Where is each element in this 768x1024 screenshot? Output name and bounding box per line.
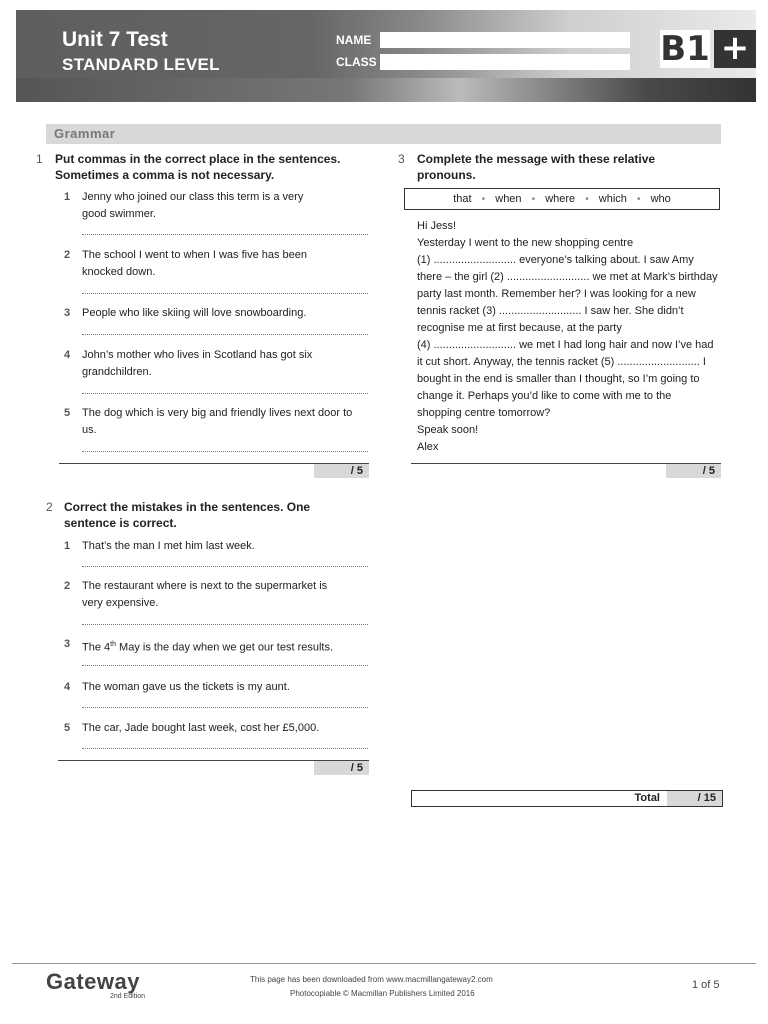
message-line: Speak soon! <box>417 424 479 436</box>
item-text: The dog which is very big and friendly lives next door to <box>82 407 353 419</box>
copyright-note: Photocopiable © Macmillan Publishers Limited 2016 <box>290 989 475 998</box>
download-note: This page has been downloaded from www.macmillangateway2.com <box>250 975 493 984</box>
section-bar <box>46 124 721 144</box>
name-field[interactable] <box>380 32 630 48</box>
exercise-2-heading <box>64 499 310 531</box>
ex2-item <box>64 679 374 696</box>
word-separator: • <box>636 194 641 205</box>
item-number: 3 <box>64 307 71 319</box>
item-number: 1 <box>64 191 71 203</box>
section-title: Grammar <box>54 126 116 141</box>
level-logo <box>660 30 756 68</box>
word: when <box>495 193 522 205</box>
answer-line[interactable] <box>82 624 368 625</box>
exercise-3-number: 3 <box>398 152 405 166</box>
exercise-1-number: 1 <box>36 152 43 166</box>
footer-divider <box>12 963 756 964</box>
message-line: bought in the end is smaller than I thought, so I’m going to <box>417 373 700 385</box>
exercise-3-line2: pronouns. <box>417 168 476 182</box>
item-number: 1 <box>64 540 71 552</box>
word-separator: • <box>585 194 589 205</box>
message-line: shopping centre tomorrow? <box>417 407 551 419</box>
page-number: 1 of 5 <box>692 979 720 991</box>
edition-label: 2nd Edition <box>110 993 146 1000</box>
answer-line[interactable] <box>82 393 368 394</box>
answer-line[interactable] <box>82 707 368 708</box>
item-number: 5 <box>64 407 71 419</box>
ex1-item <box>64 347 374 381</box>
ex1-item <box>64 247 374 281</box>
message-line: recognise me at first because, at the party <box>417 322 622 334</box>
answer-line[interactable] <box>82 566 368 567</box>
item-text: People who like skiing will love snowboarding. <box>82 307 307 319</box>
message-line[interactable]: there – the girl (2) ........................... we met at Mark’s birthday <box>417 271 718 283</box>
item-number: 3 <box>64 638 71 650</box>
item-number: 2 <box>64 580 71 592</box>
item-text-cont: very expensive. <box>82 597 159 609</box>
logo-letter: B1 <box>660 29 710 69</box>
message-line[interactable]: (4) ........................... we met I had long hair and now I’ve had <box>417 339 714 351</box>
answer-line[interactable] <box>82 665 368 666</box>
exercise-3-heading <box>417 151 655 183</box>
message-line: party last month. Remember her? I was looking for a new <box>417 288 696 300</box>
item-text: The school I went to when I was five has been <box>82 249 308 261</box>
test-title: Unit 7 Test <box>62 28 168 51</box>
message-line: Alex <box>417 441 439 453</box>
message-line: Yesterday I went to the new shopping centre <box>417 237 634 249</box>
word: that <box>453 193 472 205</box>
gateway-logo: Gateway <box>46 969 140 994</box>
exercise-2-line1: Correct the mistakes in the sentences. One <box>64 500 311 514</box>
ex1-item <box>64 189 374 223</box>
ex1-item <box>64 405 374 439</box>
answer-line[interactable] <box>82 748 368 749</box>
total-label: Total <box>634 792 660 804</box>
total-box <box>411 790 723 807</box>
ex2-item <box>64 578 374 612</box>
item-text-cont: knocked down. <box>82 266 156 278</box>
exercise-1-score: / 5 <box>314 464 369 478</box>
ex2-item <box>64 720 374 737</box>
total-score: / 15 <box>667 791 722 806</box>
exercise-3-score: / 5 <box>666 464 721 478</box>
exercise-2-line2: sentence is correct. <box>64 516 177 530</box>
item-number: 4 <box>64 681 71 693</box>
item-text: Jenny who joined our class this term is a very <box>82 191 304 203</box>
item-text: The restaurant where is next to the supermarket is <box>82 580 328 592</box>
item-text: The 4th May is the day when we get our test results. <box>82 641 334 654</box>
item-text-cont: grandchildren. <box>82 366 152 378</box>
item-text-cont: good swimmer. <box>82 208 156 220</box>
ex1-item <box>64 305 374 322</box>
word-separator: • <box>531 194 536 205</box>
item-number: 2 <box>64 249 71 261</box>
item-text: John’s mother who lives in Scotland has got six <box>82 349 313 361</box>
word: who <box>650 193 671 205</box>
exercise-1-line2: Sometimes a comma is not necessary. <box>55 168 275 182</box>
exercise-2-number: 2 <box>46 500 53 514</box>
message-line: change it. Perhaps you’d like to come with me to the <box>417 390 672 402</box>
exercise-1-heading <box>55 151 340 183</box>
item-number: 5 <box>64 722 71 734</box>
class-label: CLASS <box>336 55 377 69</box>
word: where <box>545 193 576 205</box>
item-text: That’s the man I met him last week. <box>82 540 255 552</box>
ex2-item <box>64 636 374 657</box>
message-line: Hi Jess! <box>417 220 457 232</box>
message-line[interactable]: it cut short. Anyway, the tennis racket (5) ........................... I <box>417 356 706 368</box>
answer-line[interactable] <box>82 293 368 294</box>
name-label: NAME <box>336 33 372 47</box>
word: which <box>598 193 627 205</box>
exercise-1-line1: Put commas in the correct place in the sentences. <box>55 152 341 166</box>
item-number: 4 <box>64 349 71 361</box>
message-line[interactable]: (1) ........................... everyone’s talking about. I saw Amy <box>417 254 694 266</box>
test-level: STANDARD LEVEL <box>62 55 220 74</box>
word-box <box>404 188 720 210</box>
answer-line[interactable] <box>82 451 368 452</box>
item-text: The woman gave us the tickets is my aunt. <box>82 681 290 693</box>
logo-plus: + <box>714 30 756 68</box>
answer-line[interactable] <box>82 234 368 235</box>
class-field[interactable] <box>380 54 630 70</box>
exercise-3-line1: Complete the message with these relative <box>417 152 656 166</box>
answer-line[interactable] <box>82 334 368 335</box>
word-separator: • <box>481 194 486 205</box>
header-stripe <box>16 78 756 102</box>
message-text <box>417 218 727 456</box>
ex2-item <box>64 538 374 555</box>
item-text: The car, Jade bought last week, cost her £5,000. <box>82 722 320 734</box>
page-header <box>16 10 756 102</box>
message-line[interactable]: tennis racket (3) ........................... I saw her. She didn’t <box>417 305 684 317</box>
exercise-2-score: / 5 <box>314 761 369 775</box>
item-text-cont: us. <box>82 424 97 436</box>
